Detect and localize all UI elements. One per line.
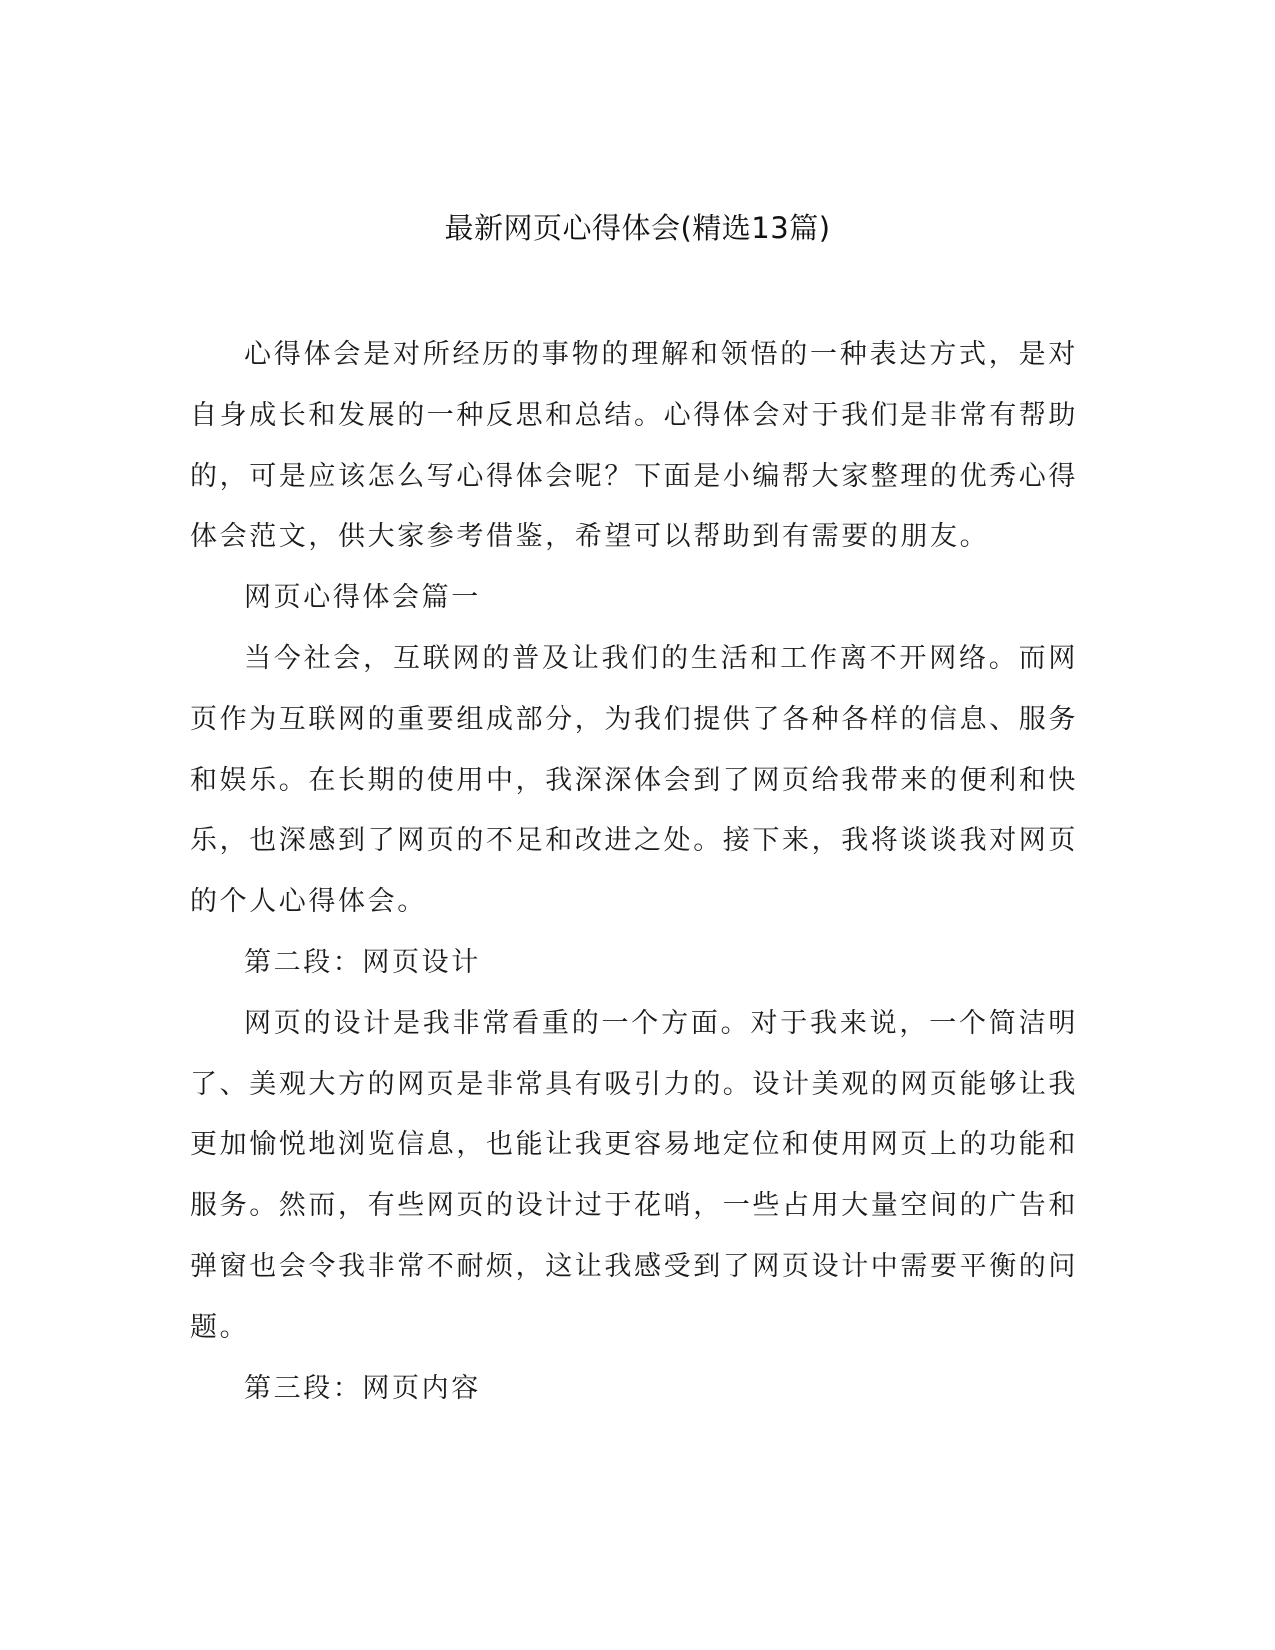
intro-paragraph: 心得体会是对所经历的事物的理解和领悟的一种表达方式，是对自身成长和发展的一种反思和总结。心得体会对于我们是非常有帮助的，可是应该怎么写心得体会呢？下面是小编帮大家整理的优秀心得体会范文，供大家参考借鉴，希望可以帮助到有需要的朋友。 xyxy=(190,339,1078,553)
body-paragraph-2: 网页的设计是我非常看重的一个方面。对于我来说，一个简洁明了、美观大方的网页是非常具有吸引力的。设计美观的网页能够让我更加愉悦地浏览信息，也能让我更容易地定位和使用网页上的功能和服务。然而，有些网页的设计过于花哨，一些占用大量空间的广告和弹窗也会令我非常不耐烦，这让我感受到了网页设计中需要平衡的问题。 xyxy=(190,1007,1078,1343)
section-heading-1: 网页心得体会篇一 xyxy=(244,582,481,614)
section-heading-2: 第二段：网页设计 xyxy=(244,946,481,978)
section-heading-3: 第三段：网页内容 xyxy=(244,1372,481,1404)
document-body xyxy=(190,325,1078,1419)
body-paragraph-1: 当今社会，互联网的普及让我们的生活和工作离不开网络。而网页作为互联网的重要组成部分，为我们提供了各种各样的信息、服务和娱乐。在长期的使用中，我深深体会到了网页给我带来的便利和快乐，也深感到了网页的不足和改进之处。接下来，我将谈谈我对网页的个人心得体会。 xyxy=(190,642,1078,918)
document-title: 最新网页心得体会(精选13篇) xyxy=(444,211,831,245)
